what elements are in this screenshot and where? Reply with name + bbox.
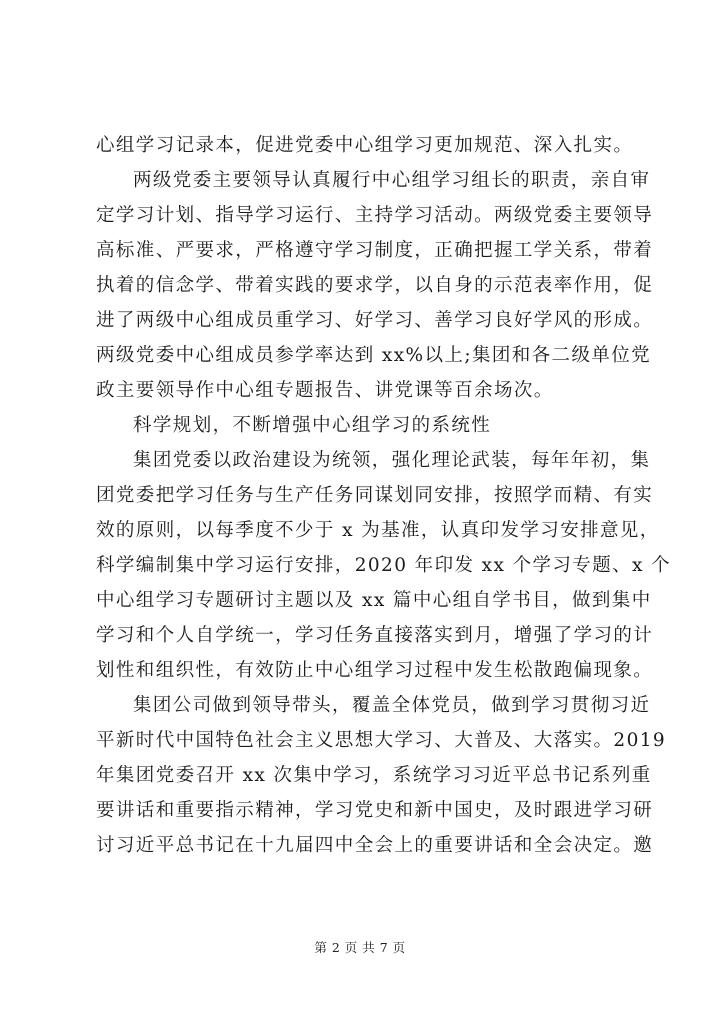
text-line: 平新时代中国特色社会主义思想大学习、大普及、大落实。2019 xyxy=(96,730,667,751)
text-line: 年集团党委召开 xx 次集中学习，系统学习习近平总书记系列重 xyxy=(96,765,652,786)
text-line: 效的原则，以每季度不少于 x 为基准，认真印发学习安排意见， xyxy=(96,520,660,541)
text-line: 要讲话和重要指示精神，学习党史和新中国史，及时跟进学习研 xyxy=(96,800,654,821)
text-line: 讨习近平总书记在十九届四中全会上的重要讲话和全会决定。邀 xyxy=(96,835,654,856)
text-line: 划性和组织性，有效防止中心组学习过程中发生松散跑偏现象。 xyxy=(96,660,654,681)
text-line: 学习和个人自学统一，学习任务直接落实到月，增强了学习的计 xyxy=(96,625,654,646)
page-footer: 第 2 页 共 7 页 xyxy=(314,940,406,955)
text-line: 政主要领导作中心组专题报告、讲党课等百余场次。 xyxy=(96,380,554,401)
text-line: 定学习计划、指导学习运行、主持学习活动。两级党委主要领导 xyxy=(96,205,654,226)
text-line: 中心组学习专题研讨主题以及 xx 篇中心组自学书目，做到集中 xyxy=(96,590,652,611)
text-line: 集团公司做到领导带头，覆盖全体党员，做到学习贯彻习近 xyxy=(133,695,651,716)
text-line: 集团党委以政治建设为统领，强化理论武装，每年年初，集 xyxy=(133,450,651,471)
text-line: 团党委把学习任务与生产任务同谋划同安排，按照学而精、有实 xyxy=(96,485,654,506)
text-line: 心组学习记录本，促进党委中心组学习更加规范、深入扎实。 xyxy=(96,135,634,156)
text-line: 科学规划，不断增强中心组学习的系统性 xyxy=(133,415,492,436)
text-line: 高标准、严要求，严格遵守学习制度，正确把握工学关系，带着 xyxy=(96,240,654,261)
body-text xyxy=(96,128,672,863)
text-line: 两级党委中心组成员参学率达到 xx%以上;集团和各二级单位党 xyxy=(96,345,652,366)
text-line: 两级党委主要领导认真履行中心组学习组长的职责，亲自审 xyxy=(133,170,651,191)
text-line: 执着的信念学、带着实践的要求学，以自身的示范表率作用，促 xyxy=(96,275,654,296)
text-line: 进了两级中心组成员重学习、好学习、善学习良好学风的形成。 xyxy=(96,310,654,331)
text-line: 科学编制集中学习运行安排，2020 年印发 xx 个学习专题、x 个 xyxy=(96,555,672,576)
